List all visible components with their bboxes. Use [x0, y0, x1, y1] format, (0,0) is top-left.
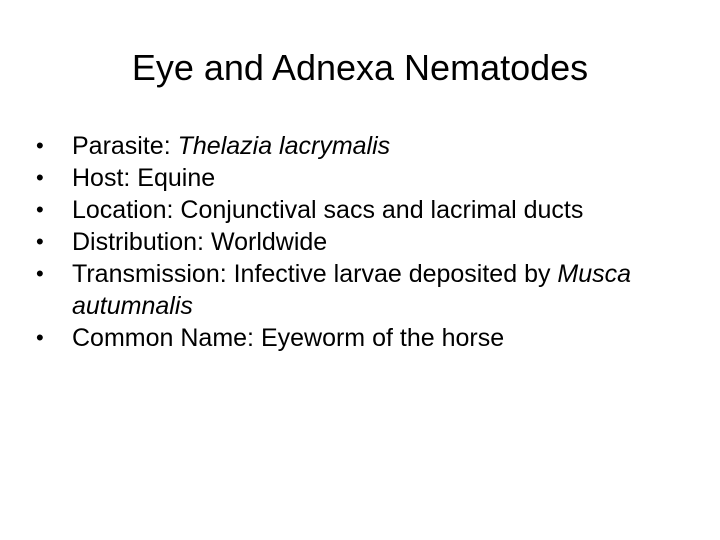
bullet-distribution — [36, 226, 696, 258]
bullet-dot-icon: • — [36, 133, 44, 158]
bullet-common-name — [36, 322, 696, 354]
bullet-label: Transmission: Infective larvae deposited by — [72, 260, 558, 288]
vector-species-name: Musca autumnalis — [72, 260, 632, 320]
bullet-transmission — [36, 258, 696, 322]
bullet-label: Host: Equine — [72, 164, 216, 192]
bullet-dot-icon: • — [36, 325, 44, 350]
bullet-dot-icon: • — [36, 229, 44, 254]
bullet-host — [36, 162, 696, 194]
slide-title: Eye and Adnexa Nematodes — [131, 47, 589, 88]
bullet-dot-icon: • — [36, 261, 44, 286]
bullet-label: Location: Conjunctival sacs and lacrimal ducts — [72, 196, 584, 224]
bullet-label: Parasite: — [72, 132, 178, 160]
bullet-label: Distribution: Worldwide — [72, 228, 328, 256]
bullet-location — [36, 194, 696, 226]
bullet-list — [36, 130, 696, 354]
bullet-dot-icon: • — [36, 197, 44, 222]
bullet-parasite — [36, 130, 696, 162]
species-name: Thelazia lacrymalis — [177, 132, 391, 160]
bullet-dot-icon: • — [36, 165, 44, 190]
bullet-label: Common Name: Eyeworm of the horse — [72, 324, 505, 352]
